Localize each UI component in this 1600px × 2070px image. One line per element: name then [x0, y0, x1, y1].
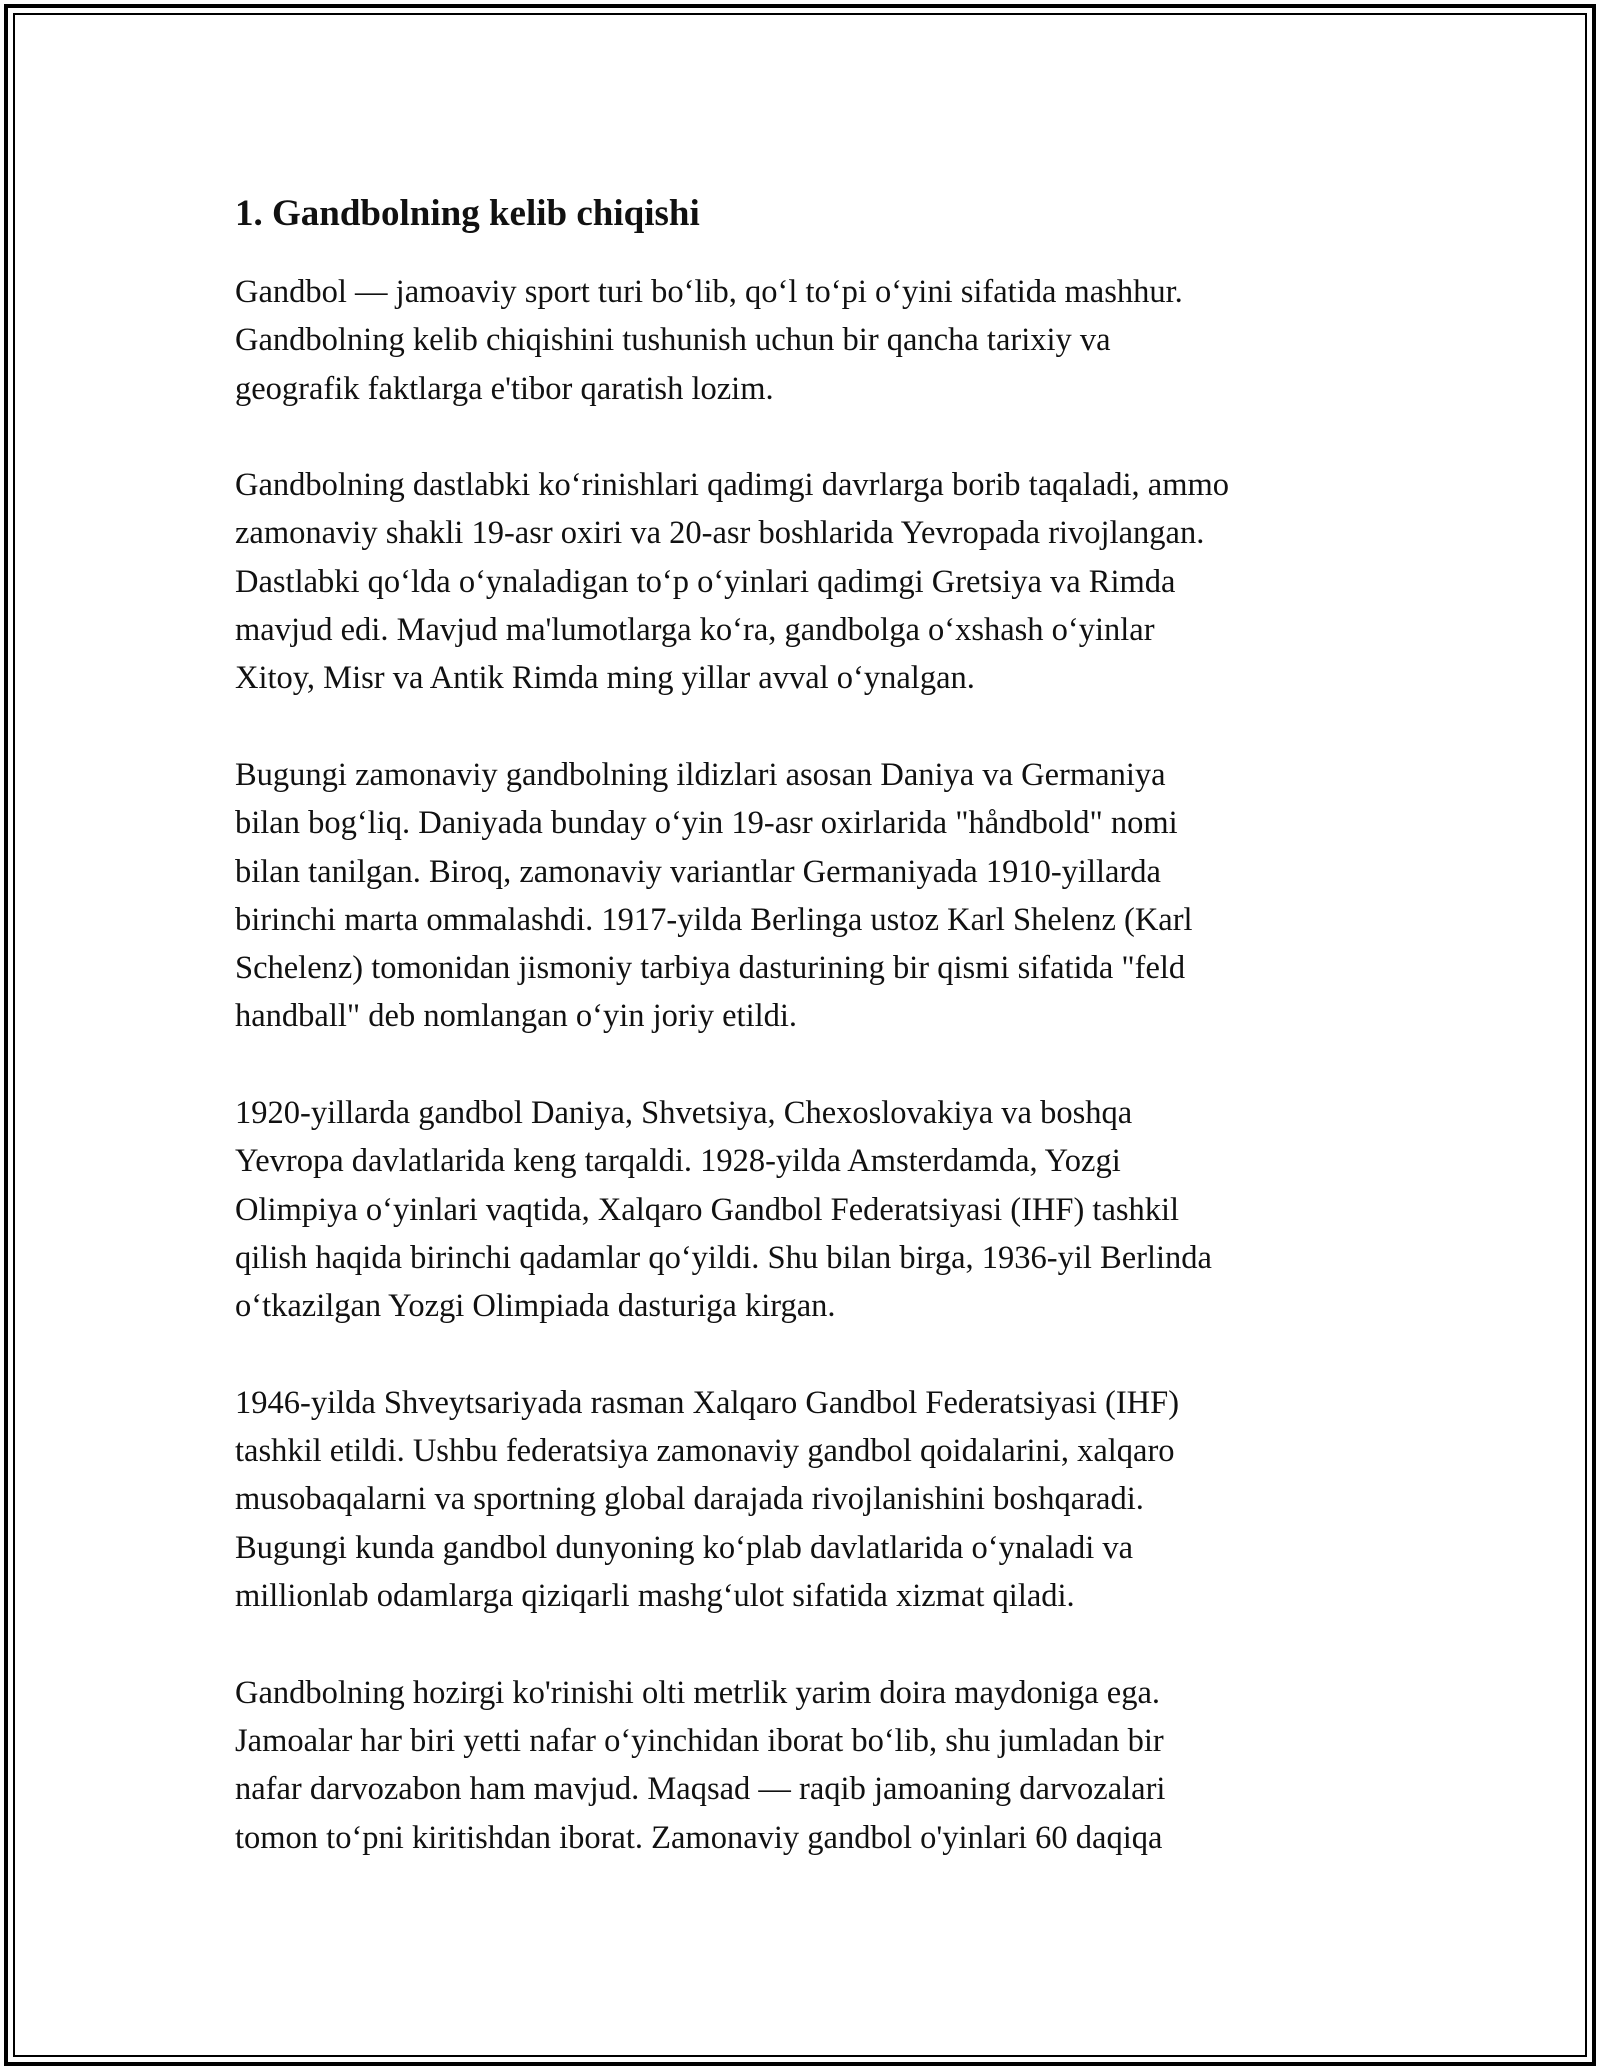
paragraph-line: Jamoalar har biri yetti nafar o‘yinchidan iborat bo‘lib, shu jumladan bir: [235, 1722, 1164, 1759]
paragraph-line: Yevropa davlatlarida keng tarqaldi. 1928-yilda Amsterdamda, Yozgi: [235, 1143, 1121, 1180]
paragraph-line: Gandbol — jamoaviy sport turi bo‘lib, qo‘l to‘pi o‘yini sifatida mashhur.: [235, 274, 1183, 310]
paragraph: [235, 268, 1535, 413]
paragraph: [235, 1379, 1535, 1620]
paragraph-line: geografik faktlarga e'tibor qaratish lozim.: [235, 370, 774, 407]
paragraph-line: nafar darvozabon ham mavjud. Maqsad — raqib jamoaning darvozalari: [235, 1771, 1166, 1808]
paragraph-line: Olimpiya o‘yinlari vaqtida, Xalqaro Gandbol Federatsiyasi (IHF) tashkil: [235, 1191, 1180, 1228]
paragraph-line: Gandbolning hozirgi ko'rinishi olti metrlik yarim doira maydoniga ega.: [235, 1674, 1161, 1711]
paragraph-line: musobaqalarni va sportning global darajada rivojlanishini boshqaradi.: [235, 1481, 1144, 1518]
paragraph: [235, 1669, 1535, 1862]
paragraph-line: mavjud edi. Mavjud ma'lumotlarga ko‘ra, gandbolga o‘xshash o‘yinlar: [235, 612, 1155, 649]
paragraph-line: bilan bog‘liq. Daniyada bunday o‘yin 19-asr oxirlarida "håndbold" nomi: [235, 805, 1178, 842]
paragraph-line: Gandbolning kelib chiqishini tushunish uchun bir qancha tarixiy va: [235, 322, 1111, 359]
paragraph-line: Xitoy, Misr va Antik Rimda ming yillar avval o‘ynalgan.: [235, 660, 975, 697]
paragraph-line: Schelenz) tomonidan jismoniy tarbiya dasturining bir qismi sifatida "feld: [235, 950, 1186, 987]
paragraph-line: zamonaviy shakli 19-asr oxiri va 20-asr boshlarida Yevropada rivojlangan.: [235, 515, 1205, 552]
paragraph-line: o‘tkazilgan Yozgi Olimpiada dasturiga kirgan.: [235, 1288, 836, 1325]
paragraph-line: handball" deb nomlangan o‘yin joriy etildi.: [235, 998, 798, 1035]
paragraph-line: millionlab odamlarga qiziqarli mashg‘ulot sifatida xizmat qiladi.: [235, 1578, 1075, 1615]
paragraph-line: Bugungi zamonaviy gandbolning ildizlari asosan Daniya va Germaniya: [235, 756, 1166, 793]
paragraph: [235, 751, 1535, 1041]
paragraph-line: qilish haqida birinchi qadamlar qo‘yildi. Shu bilan birga, 1936-yil Berlinda: [235, 1239, 1212, 1276]
paragraph-line: birinchi marta ommalashdi. 1917-yilda Berlinga ustoz Karl Shelenz (Karl: [235, 901, 1193, 938]
paragraph-line: Dastlabki qo‘lda o‘ynaladigan to‘p o‘yinlari qadimgi Gretsiya va Rimda: [235, 563, 1176, 600]
paragraph-line: 1946-yilda Shveytsariyada rasman Xalqaro Gandbol Federatsiyasi (IHF): [235, 1384, 1180, 1421]
paragraph-line: tashkil etildi. Ushbu federatsiya zamonaviy gandbol qoidalarini, xalqaro: [235, 1433, 1175, 1470]
paragraph-line: 1920-yillarda gandbol Daniya, Shvetsiya, Chexoslovakiya va boshqa: [235, 1095, 1133, 1132]
paragraph-line: bilan tanilgan. Biroq, zamonaviy variantlar Germaniyada 1910-yillarda: [235, 853, 1161, 890]
paragraph-line: Bugungi kunda gandbol dunyoning ko‘plab davlatlarida o‘ynaladi va: [235, 1529, 1134, 1566]
document-body: [235, 268, 1535, 1910]
paragraph: [235, 1089, 1535, 1330]
section-heading: 1. Gandbolning kelib chiqishi: [235, 193, 700, 234]
paragraph-line: Gandbolning dastlabki ko‘rinishlari qadimgi davrlarga borib taqaladi, ammo: [235, 467, 1230, 504]
paragraph: [235, 461, 1535, 702]
paragraph-line: tomon to‘pni kiritishdan iborat. Zamonaviy gandbol o'yinlari 60 daqiqa: [235, 1819, 1163, 1856]
